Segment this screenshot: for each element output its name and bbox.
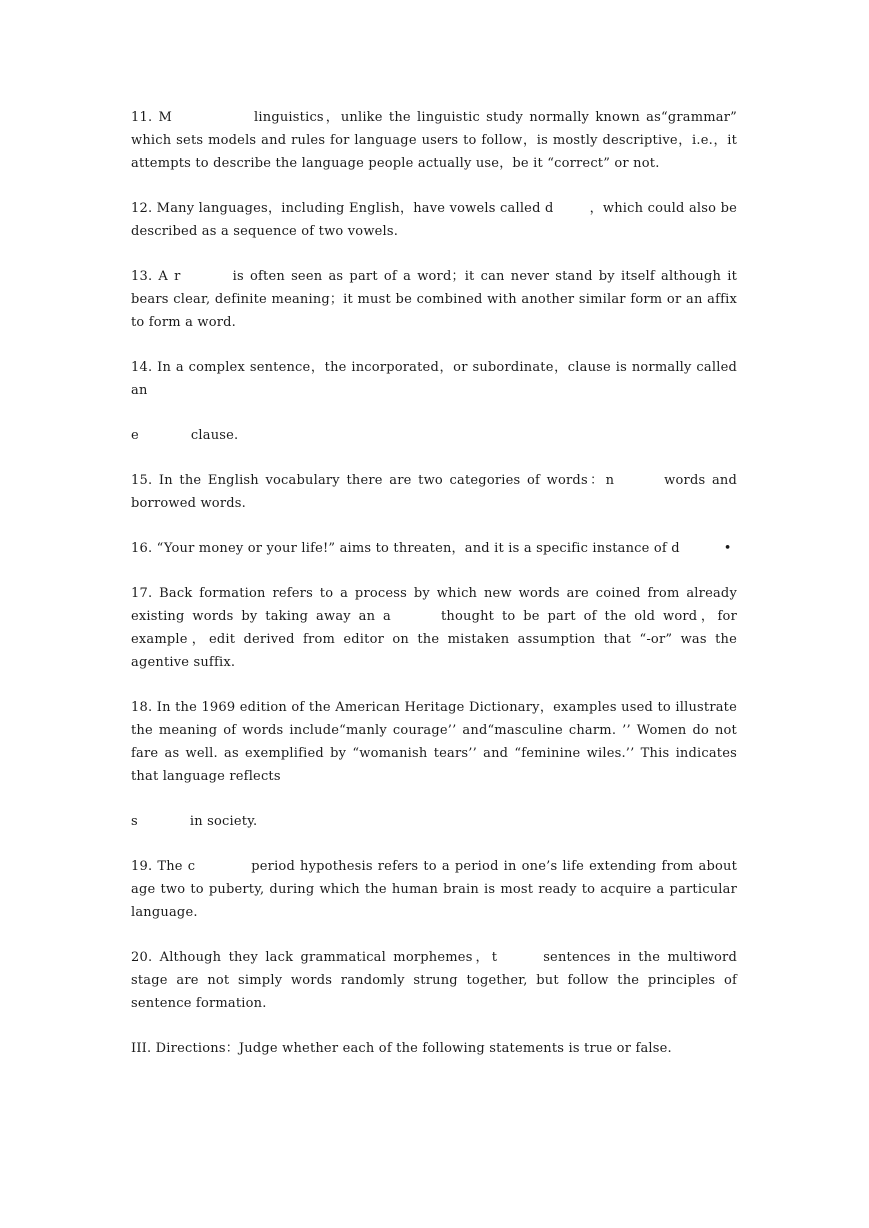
question-14-blank-lead: e (131, 428, 139, 443)
question-18-blank-lead: s (131, 814, 138, 829)
question-18-text: 18. In the 1969 edition of the American Heritage Dictionary，examples used to illustrate the meaning of words include“manly courage’’ and“masculine charm. ’’ Women do not fare as well. as exemplified by “womanish tears’’ and “feminine wiles.’’ This indicates that language reflects (131, 700, 737, 784)
question-17-lead: 17. Back formation refers to a process by which new words are coined from already existing words by taking away an a (131, 586, 737, 624)
question-14-blank-tail: clause. (190, 428, 239, 443)
question-18-continuation (131, 810, 737, 833)
question-14-text: 14. In a complex sentence，the incorporated，or subordinate，clause is normally called an (131, 360, 737, 398)
question-11 (131, 106, 737, 175)
question-16-lead: 16. “Your money or your life!” aims to threaten，and it is a specific instance of d (131, 541, 680, 556)
question-18-blank-tail: in society. (189, 814, 258, 829)
question-11-lead: 11. M (131, 110, 173, 125)
question-20 (131, 946, 737, 1015)
question-14-continuation (131, 424, 737, 447)
question-12-text: ，which could also be described as a sequence of two vowels. (131, 201, 737, 239)
question-11-text: linguistics，unlike the linguistic study normally known as“grammar” which sets models and rules for language users to follow，is mostly descriptive，i.e.，it attempts to describe the language people actually use，be it “correct” or not. (131, 110, 737, 171)
question-16 (131, 537, 737, 560)
question-12 (131, 197, 737, 243)
question-13-lead: 13. A r (131, 269, 181, 284)
question-13-text: is often seen as part of a word；it can never stand by itself although it bears clear, definite meaning；it must be combined with another similar form or an affix to form a word. (131, 269, 737, 330)
question-15-lead: 15. In the English vocabulary there are two categories of words：n (131, 473, 615, 488)
question-20-lead: 20. Although they lack grammatical morphemes，t (131, 950, 498, 965)
question-19 (131, 855, 737, 924)
question-17-text: thought to be part of the old word，for example，edit derived from editor on the mistaken assumption that “-or” was the agentive suffix. (131, 609, 737, 670)
question-16-text: • (723, 541, 732, 556)
document-page (131, 106, 737, 1082)
question-12-lead: 12. Many languages，including English，have vowels called d (131, 201, 554, 216)
question-17 (131, 582, 737, 674)
question-19-text: period hypothesis refers to a period in one’s life extending from about age two to puberty, during which the human brain is most ready to acquire a particular language. (131, 859, 737, 920)
question-15-text: words and borrowed words. (131, 473, 737, 511)
question-18 (131, 696, 737, 788)
question-14 (131, 356, 737, 402)
question-20-text: sentences in the multiword stage are not simply words randomly strung together, but follow the principles of sentence formation. (131, 950, 737, 1011)
section-directions: III. Directions：Judge whether each of the following statements is true or false. (131, 1041, 672, 1056)
question-13 (131, 265, 737, 334)
question-19-lead: 19. The c (131, 859, 196, 874)
question-15 (131, 469, 737, 515)
